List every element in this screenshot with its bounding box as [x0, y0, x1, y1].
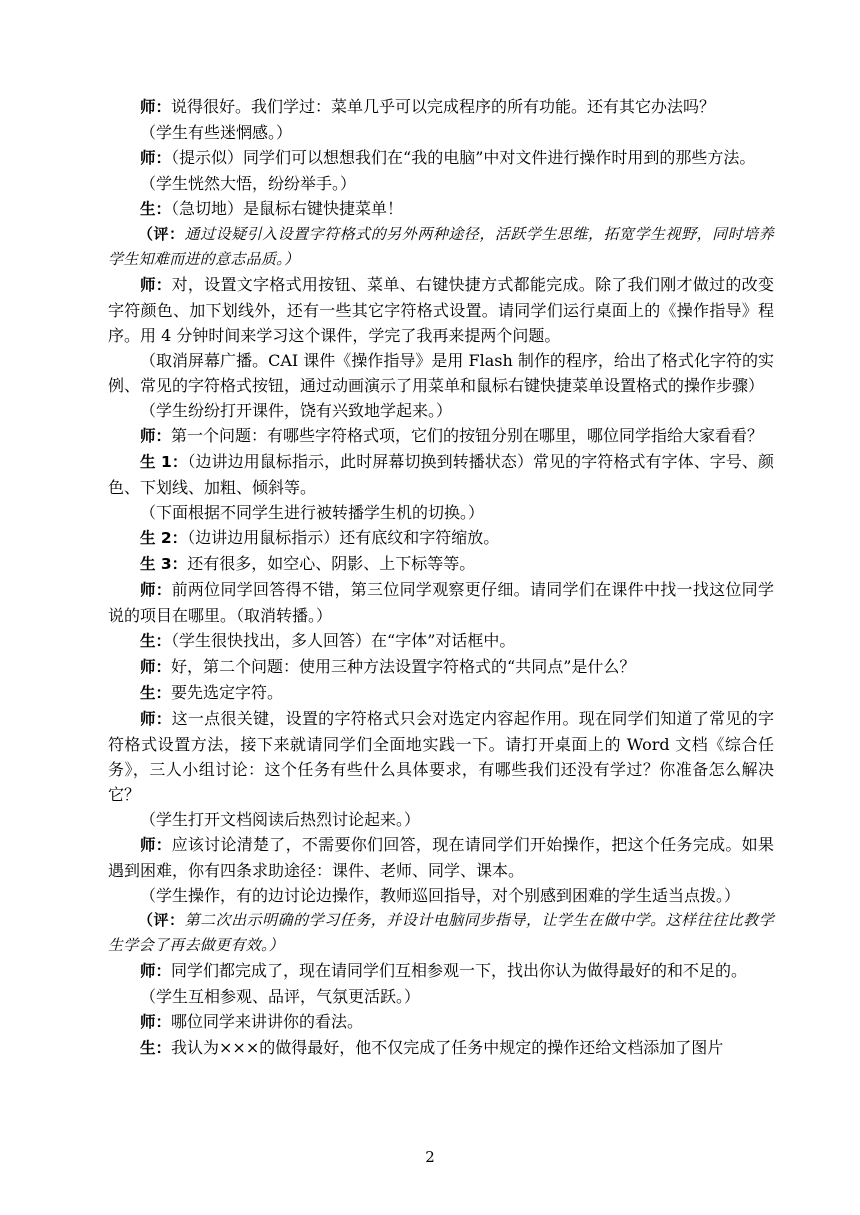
stage-direction: （下面根据不同学生进行被转播学生机的切换。） [140, 503, 485, 522]
speaker-label: 师： [140, 710, 172, 728]
dialogue-text: 哪位同学来讲讲你的看法。 [171, 1012, 364, 1031]
stage-direction: （学生互相参观、品评，气氛更活跃。） [140, 987, 421, 1006]
evaluation-note [108, 908, 774, 958]
dialogue-line [108, 577, 774, 628]
stage-direction: （学生恍然大悟，纷纷举手。） [140, 174, 357, 193]
speaker-label: 生 1： [140, 453, 188, 471]
speaker-label: 师： [140, 581, 172, 599]
evaluation-text: 第二次出示明确的学习任务，并设计电脑同步指导，让学生在做中学。这样往往比教学生学会了再去做更有效。） [108, 911, 775, 954]
dialogue-line [108, 272, 774, 348]
stage-direction: （学生操作，有的边讨论边操作，教师巡回指导，对个别感到困难的学生适当点拨。） [140, 886, 741, 905]
dialogue-text: 对，设置文字格式用按钮、菜单、右键快捷方式都能完成。除了我们刚才做过的改变字符颜色、加下划线外，还有一些其它字符格式设置。请同学们运行桌面上的《操作指导》程序。用 4 分钟时间来学习这个课件，学完了我再来提两个问题。 [108, 275, 774, 345]
dialogue-text: 同学们都完成了，现在请同学们互相参观一下，找出你认为做得最好的和不足的。 [171, 961, 748, 980]
dialogue-text: 要先选定字符。 [171, 683, 284, 702]
dialogue-line [108, 525, 774, 551]
dialogue-line [108, 145, 774, 171]
dialogue-line [108, 1035, 774, 1061]
dialogue-line [108, 551, 774, 577]
dialogue-text: （学生很快找出，多人回答）在“字体”对话框中。 [171, 631, 516, 650]
speaker-label: 师： [140, 962, 172, 980]
speaker-label: 师： [140, 1013, 172, 1031]
speaker-label: 师： [140, 427, 172, 445]
dialogue-line [108, 706, 774, 807]
dialogue-line [108, 449, 774, 500]
speaker-label: 师： [140, 149, 172, 167]
evaluation-text: 通过设疑引入设置字符格式的另外两种途径，活跃学生思维，拓宽学生视野，同时培养学生知难而进的意志品质。） [108, 225, 775, 268]
dialogue-text: 这一点很关键，设置的字符格式只会对选定内容起作用。现在同学们知道了常见的字符格式设置方法，接下来就请同学们全面地实践一下。请打开桌面上的 Word 文档《综合任务》，三人小组讨论：这个任务有些什么具体要求，有哪些我们还没有学过？你准备怎么解决它？ [108, 709, 774, 804]
page-number: 2 [425, 1148, 435, 1166]
speaker-label: 生： [140, 1039, 172, 1057]
dialogue-line [108, 94, 774, 120]
stage-direction: （学生打开文档阅读后热烈讨论起来。） [140, 810, 421, 829]
dialogue-text: （急切地）是鼠标右键快捷菜单！ [171, 199, 404, 218]
dialogue-text: （边讲边用鼠标指示，此时屏幕切换到转播状态）常见的字符格式有字体、字号、颜色、下划线、加粗、倾斜等。 [108, 452, 774, 497]
dialogue-line [108, 654, 774, 680]
evaluation-label: （评： [138, 225, 185, 243]
speaker-label: 师： [140, 836, 172, 854]
dialogue-line [108, 628, 774, 654]
speaker-label: 生： [140, 632, 172, 650]
stage-direction: （学生纷纷打开课件，饶有兴致地学起来。） [140, 401, 453, 420]
dialogue-text: 好，第二个问题：使用三种方法设置字符格式的“共同点”是什么？ [171, 657, 636, 676]
speaker-label: 师： [140, 98, 172, 116]
evaluation-label: （评： [138, 911, 185, 929]
dialogue-line [108, 1009, 774, 1035]
dialogue-text: （边讲边用鼠标指示）还有底纹和字符缩放。 [187, 528, 500, 547]
dialogue-line [108, 680, 774, 706]
dialogue-line [108, 832, 774, 883]
stage-direction: （学生有些迷惘感。） [140, 123, 293, 142]
speaker-label: 生： [140, 200, 172, 218]
evaluation-note [108, 222, 774, 272]
speaker-label: 生 2： [140, 529, 188, 547]
dialogue-text: 说得很好。我们学过：菜单几乎可以完成程序的所有功能。还有其它办法吗？ [171, 97, 716, 116]
speaker-label: 师： [140, 658, 172, 676]
dialogue-line [108, 958, 774, 984]
speaker-label: 生： [140, 684, 172, 702]
speaker-label: 生 3： [140, 555, 188, 573]
dialogue-text: 前两位同学回答得不错，第三位同学观察更仔细。请同学们在课件中找一找这位同学说的项目在哪里。（取消转播。） [108, 580, 774, 625]
document-body [108, 94, 774, 1061]
dialogue-text: （提示似）同学们可以想想我们在“我的电脑”中对文件进行操作时用到的那些方法。 [171, 148, 756, 167]
dialogue-text: 应该讨论清楚了，不需要你们回答，现在请同学们开始操作，把这个任务完成。如果遇到困难，你有四条求助途径：课件、老师、同学、课本。 [108, 835, 774, 880]
dialogue-line [108, 423, 774, 449]
dialogue-text: 还有很多，如空心、阴影、上下标等等。 [187, 554, 476, 573]
dialogue-text: 第一个问题：有哪些字符格式项，它们的按钮分别在哪里，哪位同学指给大家看看？ [171, 426, 764, 445]
dialogue-line [108, 196, 774, 222]
stage-direction: （取消屏幕广播。CAI 课件《操作指导》是用 Flash 制作的程序，给出了格式化字符的实例、常见的字符格式按钮，通过动画演示了用菜单和鼠标右键快捷菜单设置格式的操作步骤） [108, 351, 774, 395]
speaker-label: 师： [140, 276, 172, 294]
dialogue-text: 我认为×××的做得最好，他不仅完成了任务中规定的操作还给文档添加了图片 [171, 1038, 724, 1057]
